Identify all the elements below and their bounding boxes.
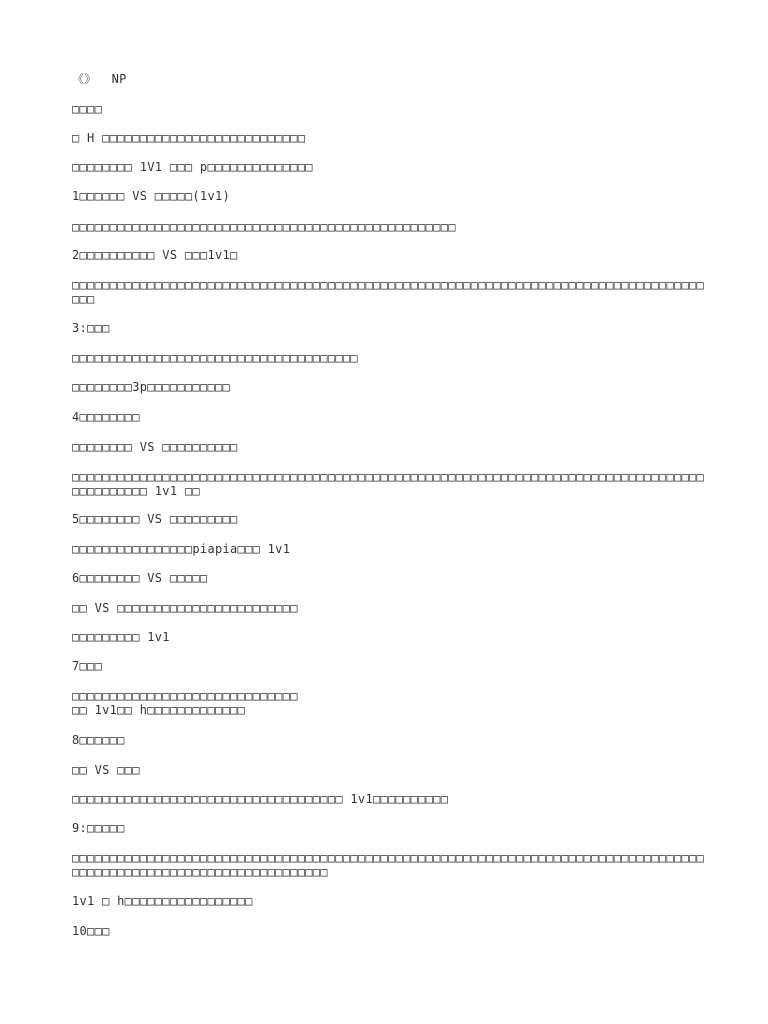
doc-line: □□□□ [72, 102, 103, 116]
doc-line: 1v1 □ h□□□□□□□□□□□□□□□□□ [72, 894, 253, 908]
doc-line: □□□□□□□□□□□□□□□□piapia□□□ 1v1 [72, 542, 291, 556]
doc-line: □□□□□□□□□ 1v1 [72, 630, 170, 644]
section-heading: 5□□□□□□□□ VS □□□□□□□□□ [72, 512, 238, 526]
section-heading: 1□□□□□□ VS □□□□□(1v1) [72, 189, 231, 203]
doc-line: □□□□□□□□3p□□□□□□□□□□□ [72, 380, 231, 394]
doc-paragraph: □□□□□□□□□□□□□□□□□□□□□□□□□□□□□□□□□□□□□□□□□□□□□□□□□□□□□□□□□□□□□□□□□□□□□□□□□□□□□□□□□□□□□□□□□□□□□□ 1v1 □□ [72, 470, 705, 498]
section-heading: 6□□□□□□□□ VS □□□□□ [72, 571, 208, 585]
section-heading: 4□□□□□□□□ [72, 410, 140, 424]
doc-line: □□ VS □□□□□□□□□□□□□□□□□□□□□□□□ [72, 601, 298, 615]
doc-line: □ H □□□□□□□□□□□□□□□□□□□□□□□□□□□ [72, 131, 306, 145]
doc-line: □□□□□□□□□□□□□□□□□□□□□□□□□□□□□□□□□□□□□□ [72, 351, 358, 365]
doc-paragraph: □□□□□□□□□□□□□□□□□□□□□□□□□□□□□□ □□ 1v1□□ h□□□□□□□□□□□□□ [72, 689, 298, 717]
doc-line: □□ VS □□□ [72, 763, 140, 777]
section-heading: 9:□□□□□ [72, 821, 125, 835]
section-heading: 3:□□□ [72, 321, 110, 335]
section-heading: 7□□□ [72, 659, 103, 673]
section-heading: 10□□□ [72, 924, 110, 938]
section-heading: 2□□□□□□□□□□ VS □□□1v1□ [72, 248, 238, 262]
doc-line: □□□□□□□□□□□□□□□□□□□□□□□□□□□□□□□□□□□□ 1v1□□□□□□□□□□ [72, 792, 449, 806]
section-heading: 8□□□□□□ [72, 733, 125, 747]
doc-paragraph: □□□□□□□□□□□□□□□□□□□□□□□□□□□□□□□□□□□□□□□□□□□□□□□□□□□□□□□□□□□□□□□□□□□□□□□□□□□□□□□□□□□□□□□ [72, 278, 705, 306]
doc-paragraph: □□□□□□□□□□□□□□□□□□□□□□□□□□□□□□□□□□□□□□□□□□□□□□□□□□□□□□□□□□□□□□□□□□□□□□□□□□□□□□□□□□□□□□□□□□□□□□□□□□□□□□□□□□□□□□□□□□□□□□ [72, 851, 705, 879]
doc-title: 《》 NP [72, 72, 127, 86]
doc-line: □□□□□□□□ 1V1 □□□ p□□□□□□□□□□□□□□ [72, 160, 313, 174]
doc-line: □□□□□□□□ VS □□□□□□□□□□ [72, 440, 238, 454]
doc-line: □□□□□□□□□□□□□□□□□□□□□□□□□□□□□□□□□□□□□□□□□□□□□□□□□□□ [72, 220, 456, 234]
